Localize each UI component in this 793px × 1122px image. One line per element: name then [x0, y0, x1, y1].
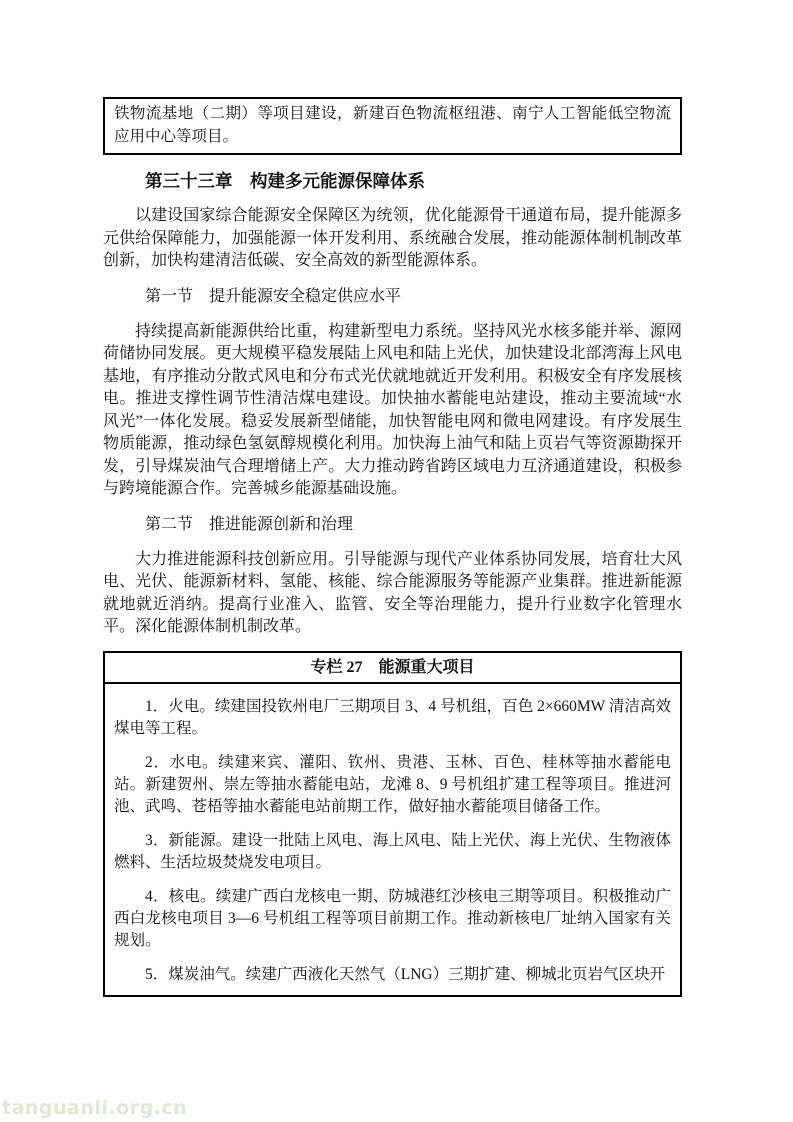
- panel-item-nuclear-power: 4．核电。续建广西白龙核电一期、防城港红沙核电三期等项目。积极推动广西白龙核电项目 3—6 号机组工程等项目前期工作。推动新核电厂址纳入国家有关规划。: [114, 887, 671, 949]
- watermark: tanguanli.org.cn: [2, 1097, 188, 1119]
- chapter-heading: 第三十三章 构建多元能源保障体系: [145, 171, 425, 191]
- project-panel: [103, 651, 682, 997]
- panel-item-coal-oil-gas: 5．煤炭油气。续建广西液化天然气（LNG）三期扩建、柳城北页岩气区块开: [145, 965, 666, 983]
- section-2-paragraph: 大力推进能源科技创新应用。引导能源与现代产业体系协同发展，培育壮大风电、光伏、能源新材料、氢能、核能、综合能源服务等能源产业集群。推进新能源就地就近消纳。提高行业准入、监管、安全等治理能力，提升行业数字化管理水平。深化能源体制机制改革。: [103, 550, 682, 635]
- continuation-text: 铁物流基地（二期）等项目建设，新建百色物流枢纽港、南宁人工智能低空物流应用中心等项目。: [114, 105, 671, 145]
- page-content: [103, 97, 682, 997]
- panel-item-new-energy: 3．新能源。建设一批陆上风电、海上风电、陆上光伏、海上光伏、生物液体燃料、生活垃圾焚烧发电项目。: [114, 831, 671, 871]
- panel-title: 专栏 27 能源重大项目: [105, 653, 680, 684]
- section-heading-2: 第二节 推进能源创新和治理: [145, 515, 354, 533]
- section-1-paragraph: 持续提高新能源供给比重，构建新型电力系统。坚持风光水核多能并举、源网荷储协同发展。更大规模平稳发展陆上风电和陆上光伏，加快建设北部湾海上风电基地，有序推动分散式风电和分布式光伏就地就近开发利用。积极安全有序发展核电。推进支撑性调节性清洁煤电建设。加快抽水蓄能电站建设，推动主要流域“水风光”一体化发展。稳妥发展新型储能，加快智能电网和微电网建设。有序发展生物质能源，推动绿色氢氨醇规模化利用。加快海上油气和陆上页岩气等资源勘探开发，引导煤炭油气合理增储上产。大力推动跨省跨区域电力互济通道建设，积极参与跨境能源合作。完善城乡能源基础设施。: [103, 322, 682, 497]
- panel-item-thermal-power: 1．火电。续建国投钦州电厂三期项目 3、4 号机组，百色 2×660MW 清洁高效煤电等工程。: [114, 697, 671, 737]
- continuation-box: [103, 97, 682, 155]
- panel-item-hydropower: 2．水电。续建来宾、灌阳、钦州、贵港、玉林、百色、桂林等抽水蓄能电站。新建贺州、崇左等抽水蓄能电站，龙滩 8、9 号机组扩建工程等项目。推进河池、武鸣、苍梧等抽水蓄能电站前期工作，做好抽水蓄能项目储备工作。: [114, 753, 671, 815]
- panel-body: [105, 696, 680, 995]
- chapter-lead-paragraph: 以建设国家综合能源安全保障区为统领，优化能源骨干通道布局，提升能源多元供给保障能力，加强能源一体开发利用、系统融合发展，推动能源体制机制改革创新，加快构建清洁低碳、安全高效的新型能源体系。: [103, 207, 682, 269]
- section-heading-1: 第一节 提升能源安全稳定供应水平: [145, 287, 402, 305]
